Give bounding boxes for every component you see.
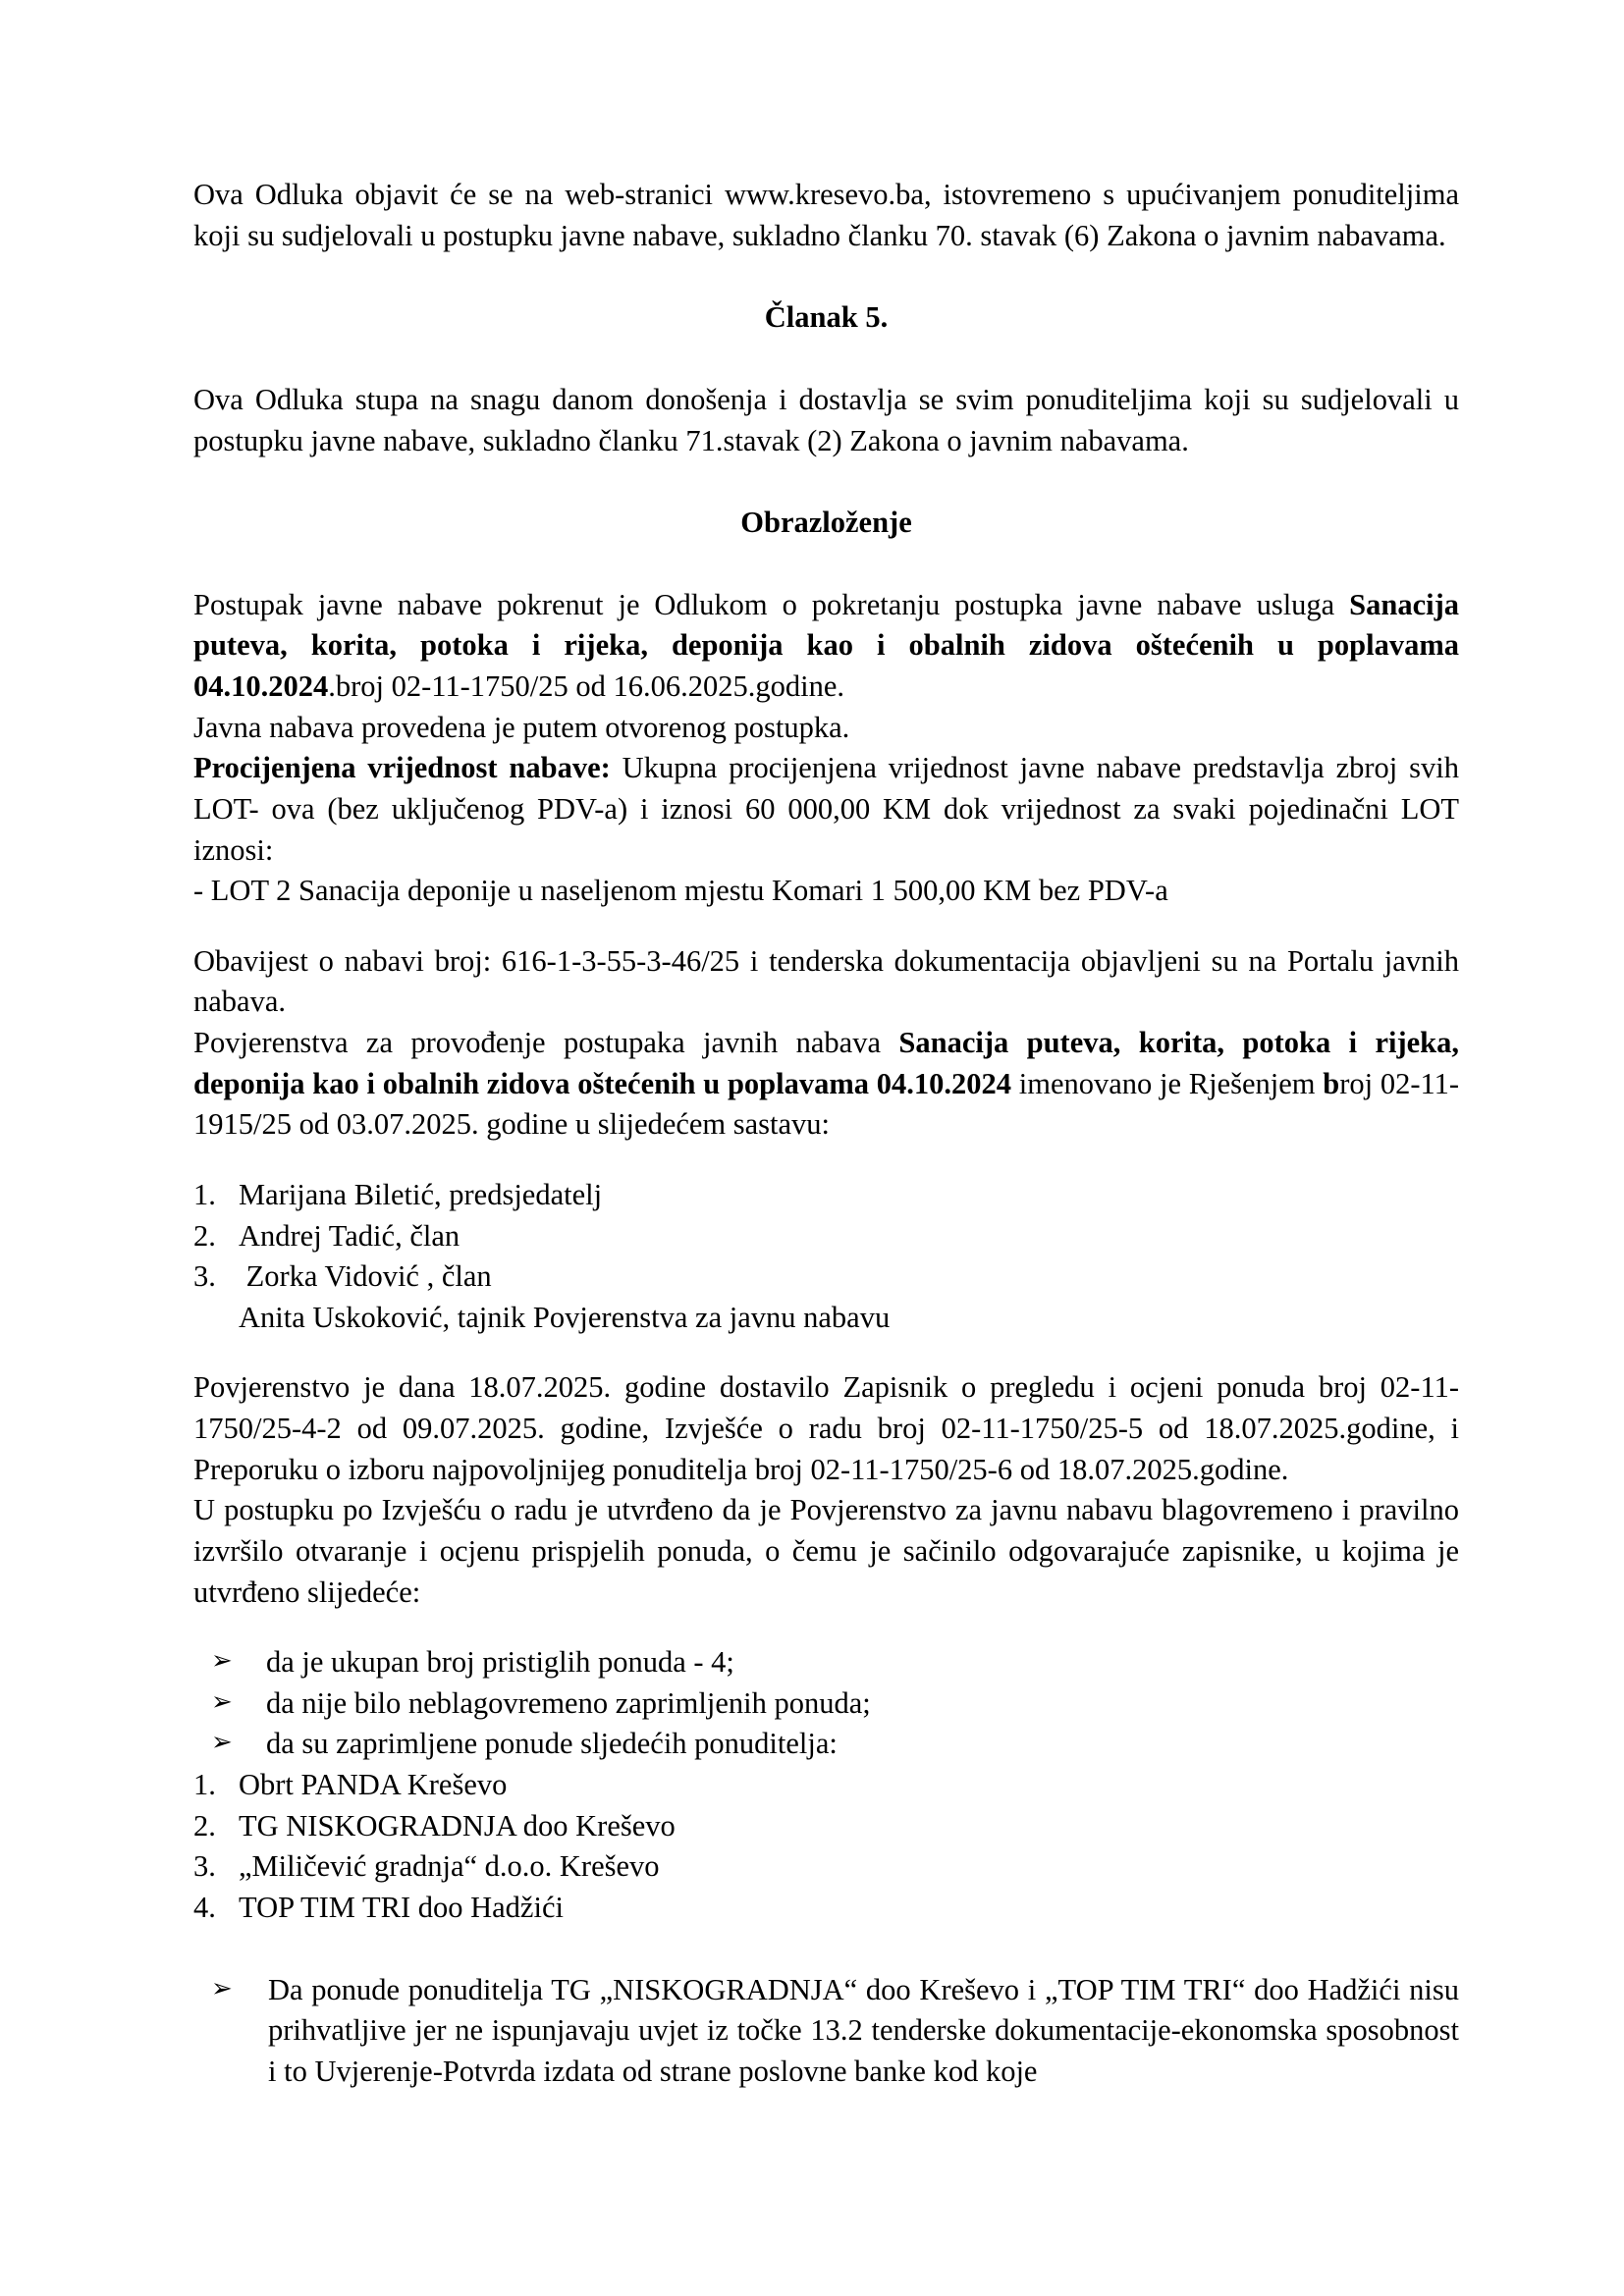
paragraph-article5-body: Ova Odluka stupa na snagu danom donošenja i dostavlja se svim ponuditeljima koji su sudjelovali u postupku javne nabave, sukladno članku 71.stavak (2) Zakona o javnim nabavama. (193, 382, 1459, 457)
list-item-label: Andrej Tadić, član (239, 1218, 460, 1253)
list-item-label: da su zaprimljene ponude sljedećih ponuditelja: (266, 1727, 838, 1761)
spacer (193, 544, 1459, 585)
list-item-label: Marijana Biletić, predsjedatelj (239, 1177, 603, 1211)
heading-article-5: Članak 5. (764, 300, 889, 335)
list-item-label: TOP TIM TRI doo Hadžići (239, 1890, 564, 1924)
list-item-label: TG NISKOGRADNJA doo Kreševo (239, 1808, 676, 1842)
arrow-bullet-icon: ➢ (211, 1728, 233, 1758)
list-item (193, 1806, 1459, 1847)
list-item-label: Obrt PANDA Kreševo (239, 1768, 508, 1801)
list-item (211, 1970, 1459, 2093)
spacer (193, 339, 1459, 380)
list-item (211, 1683, 1459, 1725)
list-item (193, 1888, 1459, 1929)
committee-subject-bold: Sanacija puteva, korita, potoka i rijeka, deponija kao i obalnih zidova oštećenih u poplavama 04.10.2024 (193, 1026, 1459, 1100)
list-item (211, 1724, 1459, 1765)
paragraph-notice-number: Obavijest o nabavi broj: 616-1-3-55-3-46/25 i tenderska dokumentacija objavljeni su na Portalu javnih nabava. (193, 943, 1459, 1019)
list-item (193, 1216, 1459, 1257)
list-item-label: da je ukupan broj pristiglih ponuda - 4; (266, 1645, 734, 1680)
list-item-number: 4. (193, 1890, 216, 1924)
arrow-bullet-icon: ➢ (211, 1686, 233, 1717)
list-item-number: 3. (193, 1259, 216, 1294)
list-item (193, 1846, 1459, 1888)
spacer (193, 256, 1459, 297)
arrow-bullet-icon: ➢ (211, 1973, 233, 2003)
list-item-label: Da ponude ponuditelja TG „NISKOGRADNJA“ doo Kreševo i „TOP TIM TRI“ doo Hadžići nisu prihvatljive jer ne ispunjavaju uvjet iz točke 13.2 tenderske dokumentacije-ekonomska sposobnost i to Uvjerenje-Potvrda izdata od strane poslovne banke kod koje (268, 1972, 1459, 2088)
committee-tail-text: imenovano je Rješenjem (1011, 1066, 1324, 1100)
list-item-number: 2. (193, 1808, 216, 1842)
paragraph-committee-appointment (193, 1023, 1459, 1146)
paragraph-findings-intro: U postupku po Izvješću o radu je utvrđeno da je Povjerenstvo za javnu nabavu blagovremeno i pravilno izvršilo otvaranje i ocjenu prispjelih ponuda, o čemu je sačinilo odgovarajuće zapisnike, u kojima je utvrđeno slijedeće: (193, 1493, 1459, 1609)
committee-lead-text: Povjerenstva za provođenje postupaka javnih nabava (193, 1026, 899, 1059)
list-item (193, 1765, 1459, 1806)
heading-obrazlozenje: Obrazloženje (740, 506, 912, 540)
bidders-list (193, 1765, 1459, 1929)
rejection-list (193, 1970, 1459, 2093)
spacer (193, 1146, 1459, 1175)
paragraph-lot2: - LOT 2 Sanacija deponije u naseljenom mjestu Komari 1 500,00 KM bez PDV-a (193, 874, 1168, 908)
list-item (193, 1175, 1459, 1216)
list-item (211, 1642, 1459, 1683)
spacer (193, 1929, 1459, 1970)
paragraph-estimated-value (193, 748, 1459, 871)
arrow-bullet-icon: ➢ (211, 1646, 233, 1677)
list-item-label: da nije bilo neblagovremeno zaprimljenih ponuda; (266, 1685, 871, 1720)
spacer (193, 1613, 1459, 1642)
list-item (193, 1256, 1459, 1298)
list-item-number: 2. (193, 1218, 216, 1253)
paragraph-open-procedure: Javna nabava provedena je putem otvorenog postupka. (193, 710, 850, 744)
list-item-label: „Miličević gradnja“ d.o.o. Kreševo (239, 1849, 660, 1884)
paragraph-procedure-initiated (193, 585, 1459, 708)
committee-tail-text-2: roj 02-11-1915/25 od 03.07.2025. godine u slijedećem sastavu: (193, 1066, 1460, 1142)
procedure-tail-text: .broj 02-11-1750/25 od 16.06.2025.godine. (328, 669, 845, 703)
list-item-label: Zorka Vidović , član (239, 1259, 492, 1294)
committee-members-list (193, 1175, 1459, 1339)
spacer (193, 461, 1459, 503)
document-body (193, 175, 1459, 2092)
paragraph-article4-notice: Ova Odluka objavit će se na web-stranici www.kresevo.ba, istovremeno s upućivanjem ponuditeljima koji su sudjelovali u postupku javne nabave, sukladno članku 70. stavak (6) Zakona o javnim nabavama. (193, 178, 1459, 252)
committee-b-bold: b (1323, 1066, 1340, 1100)
spacer (193, 912, 1459, 941)
list-item-secretary (193, 1298, 1459, 1339)
committee-secretary-label: Anita Uskoković, tajnik Povjerenstva za javnu nabavu (239, 1300, 891, 1334)
list-item-number: 3. (193, 1849, 216, 1884)
estimated-value-text: Ukupna procijenjena vrijednost javne nabave predstavlja zbroj svih LOT- ova (bez uključenog PDV-a) i iznosi 60 000,00 KM dok vrijednost za svaki pojedinačni LOT iznosi: (193, 751, 1460, 867)
list-item-number: 1. (193, 1177, 216, 1211)
procedure-lead-text: Postupak javne nabave pokrenut je Odlukom o pokretanju postupka javne nabave usluga (193, 587, 1350, 621)
findings-list (193, 1642, 1459, 1765)
spacer (193, 1338, 1459, 1367)
list-item-number: 1. (193, 1768, 216, 1801)
estimated-value-label: Procijenjena vrijednost nabave: (193, 751, 611, 785)
paragraph-committee-delivery: Povjerenstvo je dana 18.07.2025. godine dostavilo Zapisnik o pregledu i ocjeni ponuda broj 02-11-1750/25-4-2 od 09.07.2025. godine, Izvješće o radu broj 02-11-1750/25-5 od 18.07.2025.godine, i Preporuku o izboru najpovoljnijeg ponuditelja broj 02-11-1750/25-6 od 18.07.2025.godine. (193, 1370, 1459, 1486)
procedure-subject-bold: Sanacija puteva, korita, potoka i rijeka, deponija kao i obalnih zidova oštećenih u poplavama 04.10.2024 (193, 587, 1459, 703)
